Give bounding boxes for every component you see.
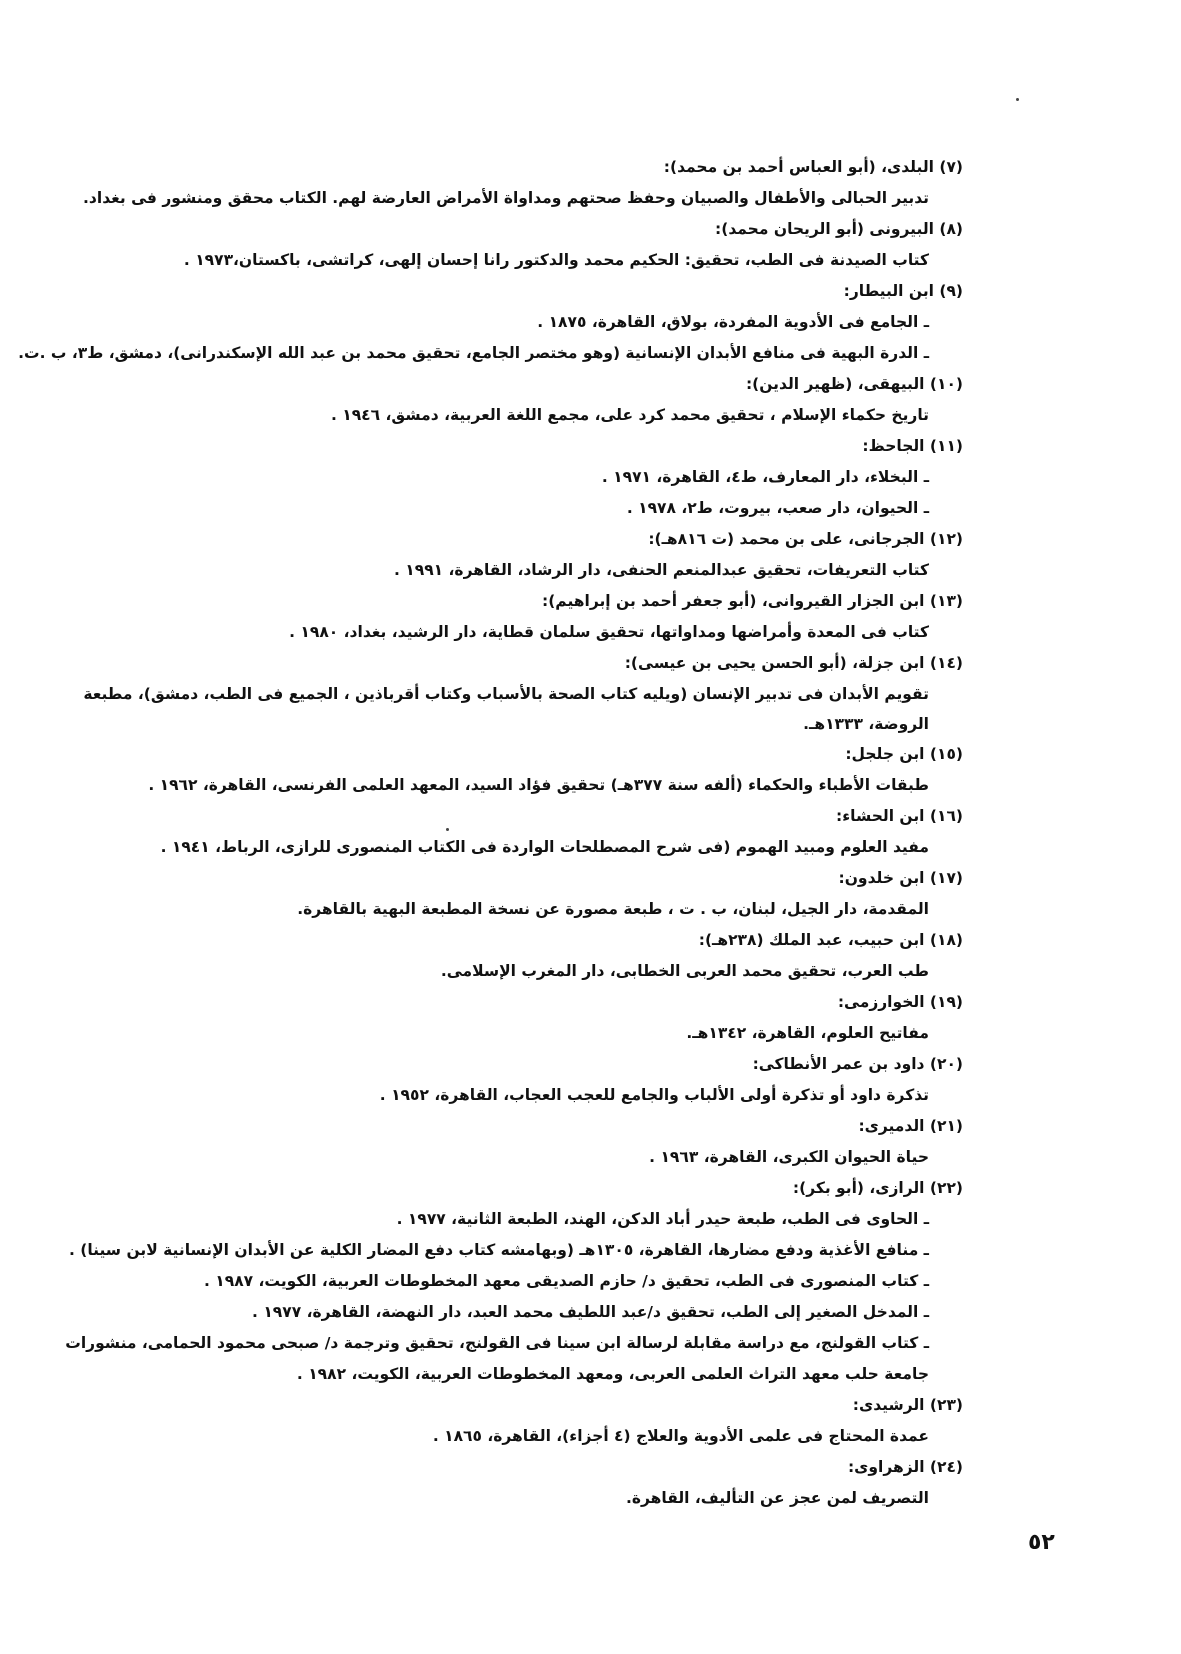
entry-works bbox=[183, 1142, 963, 1173]
bibliography-list bbox=[18, 152, 963, 1514]
work-citation: ـ الجامع فى الأدوية المفردة، بولاق، القاهرة، ١٨٧٥ . bbox=[537, 313, 929, 331]
bibliography-entry bbox=[183, 1390, 963, 1452]
work-citation: ـ كتاب القولنج، مع دراسة مقابلة لرسالة ابن سينا فى القولنج، تحقيق وترجمة د/ صبحى محمود الحمامى، منشورات bbox=[65, 1334, 929, 1352]
entry-author: (١٥) ابن جلجل: bbox=[845, 745, 963, 763]
bibliography-entry bbox=[183, 925, 963, 987]
entry-works bbox=[183, 956, 963, 987]
entry-works bbox=[183, 894, 963, 925]
work-citation: طب العرب، تحقيق محمد العربى الخطابى، دار المغرب الإسلامى. bbox=[440, 962, 929, 980]
entry-author: (٢١) الدميرى: bbox=[858, 1117, 963, 1135]
entry-author: (١٠) البيهقى، (ظهير الدين): bbox=[745, 375, 963, 393]
work-citation: تقويم الأبدان فى تدبير الإنسان (ويليه كتاب الصحة بالأسباب وكتاب أقرباذين ، الجميع فى الطب، دمشق)، مطبعة bbox=[83, 685, 929, 703]
entry-author: (٢٣) الرشيدى: bbox=[852, 1396, 963, 1414]
work-citation: مفاتيح العلوم، القاهرة، ١٣٤٢هـ. bbox=[686, 1024, 929, 1042]
entry-works bbox=[183, 617, 963, 648]
work-citation: جامعة حلب معهد التراث العلمى العربى، ومعهد المخطوطات العربية، الكويت، ١٩٨٢ . bbox=[296, 1365, 929, 1383]
work-citation: ـ الدرة البهية فى منافع الأبدان الإنسانية (وهو مختصر الجامع، تحقيق محمد بن عبد الله الإسكندرانى)، دمشق، ط٣، ب .ت. bbox=[18, 344, 929, 362]
bibliography-entry bbox=[183, 1111, 963, 1173]
entry-author: (٢٤) الزهراوى: bbox=[847, 1458, 963, 1476]
work-citation: الروضة، ١٣٣٣هـ. bbox=[803, 715, 929, 733]
entry-author: (١٨) ابن حبيب، عبد الملك (٢٣٨هـ): bbox=[698, 931, 963, 949]
work-citation: ـ الحاوى فى الطب، طبعة حيدر أباد الدكن، الهند، الطبعة الثانية، ١٩٧٧ . bbox=[396, 1210, 929, 1228]
bibliography-entry bbox=[83, 648, 963, 739]
work-citation: ـ منافع الأغذية ودفع مضارها، القاهرة، ١٣٠٥هـ (وبهامشه كتاب دفع المضار الكلية عن الأبدان الإنسانية لابن سينا) . bbox=[68, 1241, 929, 1259]
work-citation: كتاب فى المعدة وأمراضها ومداواتها، تحقيق سلمان قطاية، دار الرشيد، بغداد، ١٩٨٠ . bbox=[289, 623, 929, 641]
bibliography-entry bbox=[183, 586, 963, 648]
work-citation: التصريف لمن عجز عن التأليف، القاهرة. bbox=[625, 1489, 929, 1507]
scan-speck bbox=[446, 828, 449, 831]
entry-author: (٢٢) الرازى، (أبو بكر): bbox=[792, 1179, 963, 1197]
bibliography-entry bbox=[148, 739, 963, 801]
entry-author: (١٦) ابن الحشاء: bbox=[836, 807, 963, 825]
bibliography-entry bbox=[183, 1049, 963, 1111]
work-citation: مفيد العلوم ومبيد الهموم (فى شرح المصطلحات الواردة فى الكتاب المنصورى للرازى، الرباط، ١٩٤١ . bbox=[160, 838, 929, 856]
work-citation: ـ المدخل الصغير إلى الطب، تحقيق د/عبد اللطيف محمد العبد، دار النهضة، القاهرة، ١٩٧٧ . bbox=[252, 1303, 929, 1321]
page-number: ٥٢ bbox=[1028, 1530, 1055, 1555]
entry-author: (١٤) ابن جزلة، (أبو الحسن يحيى بن عيسى): bbox=[624, 654, 963, 672]
bibliography-entry bbox=[183, 369, 963, 431]
bibliography-entry bbox=[18, 276, 963, 369]
work-citation: ـ الحيوان، دار صعب، بيروت، ط٢، ١٩٧٨ . bbox=[626, 499, 929, 517]
bibliography-entry bbox=[183, 987, 963, 1049]
entry-author: (١٧) ابن خلدون: bbox=[838, 869, 963, 887]
entry-works bbox=[183, 1080, 963, 1111]
entry-works bbox=[83, 183, 963, 214]
work-citation: كتاب التعريفات، تحقيق عبدالمنعم الحنفى، دار الرشاد، القاهرة، ١٩٩١ . bbox=[394, 561, 929, 579]
entry-author: (١٢) الجرجانى، على بن محمد (ت ٨١٦هـ): bbox=[648, 530, 963, 548]
bibliography-entry bbox=[160, 801, 963, 863]
entry-author: (٨) البيرونى (أبو الريحان محمد): bbox=[715, 220, 963, 238]
entry-author: (٧) البلدى، (أبو العباس أحمد بن محمد): bbox=[663, 158, 963, 176]
work-citation: تدبير الحبالى والأطفال والصبيان وحفظ صحتهم ومداواة الأمراض العارضة لهم. الكتاب محقق ومنشور فى بغداد. bbox=[83, 189, 929, 207]
bibliography-entry bbox=[183, 1452, 963, 1514]
entry-works bbox=[160, 832, 963, 863]
entry-works bbox=[83, 679, 963, 739]
work-citation: كتاب الصيدنة فى الطب، تحقيق: الحكيم محمد والدكتور رانا إحسان إلهى، كراتشى، باكستان،١٩٧٣ . bbox=[183, 251, 929, 269]
entry-works bbox=[148, 770, 963, 801]
work-citation: المقدمة، دار الجيل، لبنان، ب . ت ، طبعة مصورة عن نسخة المطبعة البهية بالقاهرة. bbox=[297, 900, 929, 918]
scan-speck bbox=[1016, 98, 1019, 101]
entry-author: (٢٠) داود بن عمر الأنطاكى: bbox=[752, 1055, 963, 1073]
entry-works bbox=[183, 1421, 963, 1452]
bibliography-entry bbox=[183, 524, 963, 586]
entry-works bbox=[183, 245, 963, 276]
entry-works bbox=[183, 400, 963, 431]
entry-works bbox=[183, 1483, 963, 1514]
bibliography-entry bbox=[65, 1173, 963, 1390]
entry-works bbox=[183, 1018, 963, 1049]
bibliography-entry bbox=[183, 214, 963, 276]
work-citation: طبقات الأطباء والحكماء (ألفه سنة ٣٧٧هـ) تحقيق فؤاد السيد، المعهد العلمى الفرنسى، القاهرة، ١٩٦٢ . bbox=[148, 776, 929, 794]
entry-works bbox=[183, 462, 963, 524]
entry-author: (١٣) ابن الجزار القيروانى، (أبو جعفر أحمد بن إبراهيم): bbox=[542, 592, 963, 610]
work-citation: ـ كتاب المنصورى فى الطب، تحقيق د/ حازم الصديقى معهد المخطوطات العربية، الكويت، ١٩٨٧ . bbox=[204, 1272, 929, 1290]
work-citation: حياة الحيوان الكبرى، القاهرة، ١٩٦٣ . bbox=[649, 1148, 929, 1166]
bibliography-entry bbox=[83, 152, 963, 214]
work-citation: عمدة المحتاج فى علمى الأدوية والعلاج (٤ أجزاء)، القاهرة، ١٨٦٥ . bbox=[432, 1427, 929, 1445]
entry-works bbox=[65, 1204, 963, 1390]
entry-author: (١١) الجاحظ: bbox=[862, 437, 963, 455]
bibliography-entry bbox=[183, 431, 963, 524]
bibliography-entry bbox=[183, 863, 963, 925]
entry-works bbox=[183, 555, 963, 586]
entry-author: (١٩) الخوارزمى: bbox=[837, 993, 963, 1011]
work-citation: ـ البخلاء، دار المعارف، ط٤، القاهرة، ١٩٧١ . bbox=[601, 468, 929, 486]
entry-author: (٩) ابن البيطار: bbox=[843, 282, 963, 300]
entry-works bbox=[18, 307, 963, 369]
work-citation: تاريخ حكماء الإسلام ، تحقيق محمد كرد على، مجمع اللغة العربية، دمشق، ١٩٤٦ . bbox=[330, 406, 929, 424]
work-citation: تذكرة داود أو تذكرة أولى الألباب والجامع للعجب العجاب، القاهرة، ١٩٥٢ . bbox=[379, 1086, 929, 1104]
